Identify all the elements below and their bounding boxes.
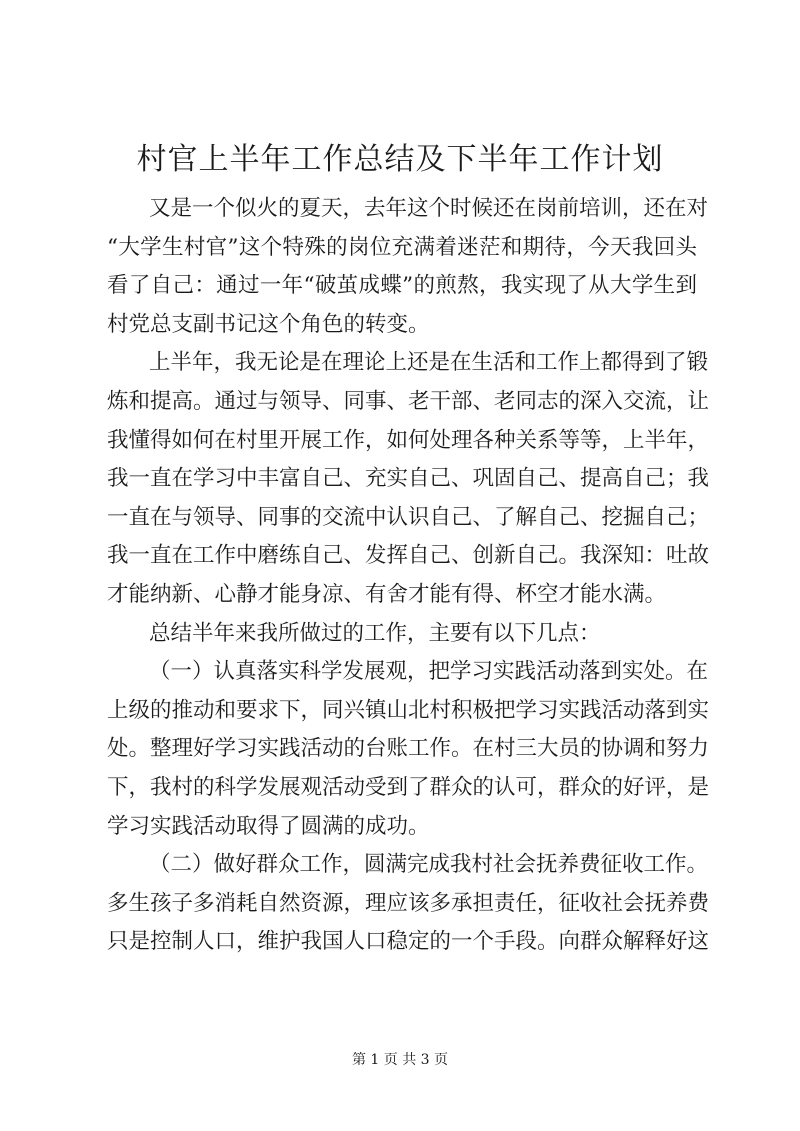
body-line: 学习实践活动取得了圆满的成功。 bbox=[107, 813, 430, 839]
body-line: 我一直在工作中磨练自己、发挥自己、创新自己。我深知：吐故 bbox=[107, 543, 710, 569]
body-line: 总结半年来我所做过的工作，主要有以下几点： bbox=[149, 620, 601, 646]
body-line: 村党总支副书记这个角色的转变。 bbox=[107, 311, 430, 337]
body-line: 又是一个似火的夏天，去年这个时候还在岗前培训，还在对 bbox=[149, 196, 709, 221]
document-title: 村官上半年工作总结及下半年工作计划 bbox=[136, 142, 664, 177]
document-body bbox=[107, 190, 710, 962]
body-line: 我懂得如何在村里开展工作，如何处理各种关系等等，上半年， bbox=[107, 427, 710, 453]
body-line: （二）做好群众工作，圆满完成我村社会抚养费征收工作。 bbox=[149, 852, 709, 878]
body-line: 只是控制人口，维护我国人口稳定的一个手段。向群众解释好这 bbox=[107, 929, 710, 955]
body-line: 多生孩子多消耗自然资源，理应该多承担责任，征收社会抚养费 bbox=[107, 890, 710, 916]
body-line: （一）认真落实科学发展观，把学习实践活动落到实处。在 bbox=[149, 659, 709, 685]
body-line: 我一直在学习中丰富自己、充实自己、巩固自己、提高自己；我 bbox=[107, 466, 710, 492]
body-line: 才能纳新、心静才能身凉、有舍才能有得、杯空才能水满。 bbox=[107, 581, 667, 607]
body-line: 看了自己：通过一年“破茧成蝶”的煎熬，我实现了从大学生到 bbox=[107, 273, 697, 299]
page-footer: 第 1 页 共 3 页 bbox=[351, 1052, 449, 1068]
body-line: “大学生村官”这个特殊的岗位充满着迷茫和期待，今天我回头 bbox=[107, 234, 697, 260]
body-line: 处。整理好学习实践活动的台账工作。在村三大员的协调和努力 bbox=[107, 736, 710, 762]
body-line: 炼和提高。通过与领导、同事、老干部、老同志的深入交流，让 bbox=[107, 388, 710, 414]
body-line: 上级的推动和要求下，同兴镇山北村积极把学习实践活动落到实 bbox=[107, 697, 710, 723]
body-line: 一直在与领导、同事的交流中认识自己、了解自己、挖掘自己； bbox=[107, 504, 710, 530]
body-line: 上半年，我无论是在理论上还是在生活和工作上都得到了锻 bbox=[149, 350, 709, 376]
body-line: 下，我村的科学发展观活动受到了群众的认可，群众的好评，是 bbox=[107, 774, 710, 800]
